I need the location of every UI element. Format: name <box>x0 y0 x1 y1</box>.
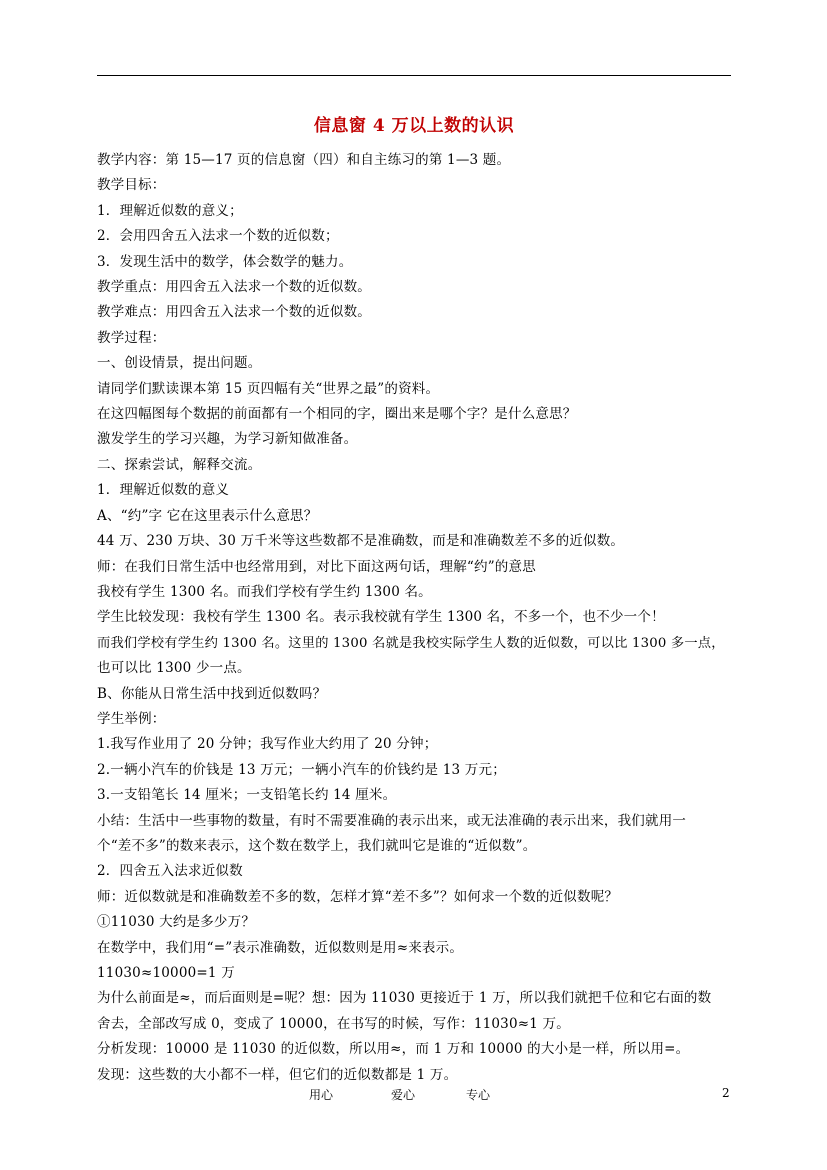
text-line: 在这四幅图每个数据的前面都有一个相同的字，圈出来是哪个字？是什么意思？ <box>97 406 577 423</box>
text-line: 二、探索尝试，解释交流。 <box>97 456 262 473</box>
text-line: 1．理解近似数的意义； <box>97 202 243 219</box>
text-line: 师：近似数就是和准确数差不多的数，怎样才算“差不多”？如何求一个数的近似数呢？ <box>97 888 619 905</box>
text-line: 教学内容：第 15—17 页的信息窗（四）和自主练习的第 1—3 题。 <box>97 152 511 168</box>
text-line: 学生举例： <box>97 710 166 727</box>
text-line: 请同学们默读课本第 15 页四幅有关“世界之最”的资料。 <box>97 380 440 397</box>
text-line: 3.一支铅笔长 14 厘米；一支铅笔长约 14 厘米。 <box>97 787 397 804</box>
text-line: B、你能从日常生活中找到近似数吗？ <box>97 685 327 702</box>
page-footer <box>0 1086 827 1106</box>
footer-text-right: 专心 <box>466 1088 491 1102</box>
text-line: 师：在我们日常生活中也经常用到，对比下面这两句话，理解“约”的意思 <box>97 558 536 575</box>
text-line: 2．会用四舍五入法求一个数的近似数； <box>97 228 339 245</box>
text-line: A、“约”字 它在这里表示什么意思？ <box>97 507 318 524</box>
text-line: 教学重点：用四舍五入法求一个数的近似数。 <box>97 279 371 296</box>
page-title: 信息窗 4 万以上数的认识 <box>313 116 515 136</box>
text-line: 11030≈10000=1 万 <box>97 965 235 981</box>
text-line: 3．发现生活中的数学，体会数学的魅力。 <box>97 253 353 270</box>
text-line: 为什么前面是≈，而后面则是=呢？想：因为 11030 更接近于 1 万，所以我们就把千位和它右面的数 <box>97 990 712 1007</box>
text-line: 2．四舍五入法求近似数 <box>97 863 243 880</box>
header-rule <box>97 75 731 76</box>
text-line: 教学难点：用四舍五入法求一个数的近似数。 <box>97 304 371 321</box>
text-line: 学生比较发现：我校有学生 1300 名。表示我校就有学生 1300 名，不多一个，也不少一个！ <box>97 609 665 626</box>
text-line: 1.我写作业用了 20 分钟；我写作业大约用了 20 分钟； <box>97 736 438 753</box>
document-body <box>97 148 733 1088</box>
text-line: 小结：生活中一些事物的数量，有时不需要准确的表示出来，或无法准确的表示出来，我们就用一 <box>97 812 687 829</box>
page-number: 2 <box>722 1086 730 1100</box>
text-line: 2.一辆小汽车的价钱是 13 万元；一辆小汽车的价钱约是 13 万元； <box>97 761 506 778</box>
text-line: 44 万、230 万块、30 万千米等这些数都不是准确数，而是和准确数差不多的近似数。 <box>97 533 625 550</box>
text-line: 教学过程： <box>97 329 166 346</box>
text-line: 激发学生的学习兴趣，为学习新知做准备。 <box>97 431 358 448</box>
text-line: 个“差不多”的数来表示，这个数在数学上，我们就叫它是谁的“近似数”。 <box>97 837 537 854</box>
text-line: ①11030 大约是多少万？ <box>97 914 256 931</box>
text-line: 一、创设情景，提出问题。 <box>97 355 262 372</box>
text-line: 1．理解近似数的意义 <box>97 482 230 499</box>
text-line: 而我们学校有学生约 1300 名。这里的 1300 名就是我校实际学生人数的近似数，可以比 1300 多一点， <box>97 635 725 651</box>
text-line: 我校有学生 1300 名。而我们学校有学生约 1300 名。 <box>97 583 432 600</box>
footer-text-middle: 爱心 <box>391 1088 416 1102</box>
footer-text-left: 用心 <box>309 1088 334 1102</box>
text-line: 教学目标： <box>97 177 166 194</box>
text-line: 在数学中，我们用“=”表示准确数，近似数则是用≈来表示。 <box>97 939 464 956</box>
text-line: 舍去，全部改写成 0，变成了 10000，在书写的时候，写作：11030≈1 万。 <box>97 1015 570 1032</box>
text-line: 发现：这些数的大小都不一样，但它们的近似数都是 1 万。 <box>97 1066 458 1083</box>
text-line: 也可以比 1300 少一点。 <box>97 660 251 677</box>
text-line: 分析发现：10000 是 11030 的近似数，所以用≈，而 1 万和 10000 的大小是一样，所以用=。 <box>97 1041 690 1058</box>
